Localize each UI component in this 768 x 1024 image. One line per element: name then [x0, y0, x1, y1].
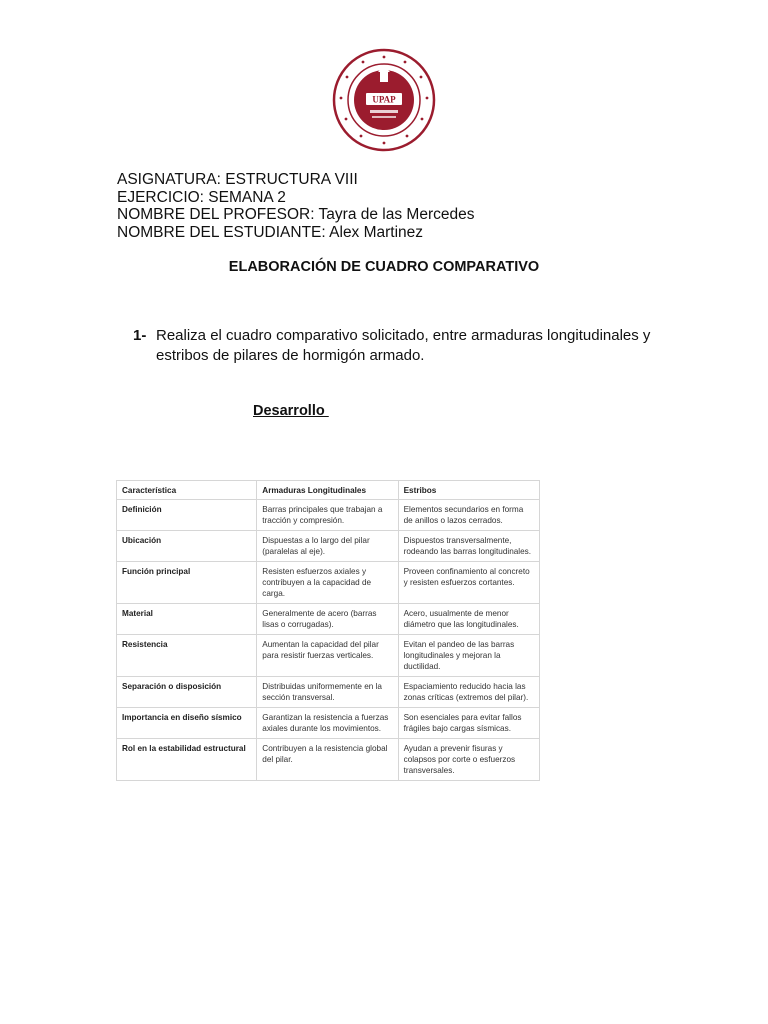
table-row [117, 677, 540, 708]
table-header-row [117, 481, 540, 500]
table-cell: Ubicación [117, 531, 257, 562]
university-seal-logo [326, 44, 442, 156]
table-cell: Resisten esfuerzos axiales y contribuyen a la capacidad de carga. [257, 562, 398, 604]
section-heading: Desarrollo [253, 403, 329, 419]
table-row [117, 739, 540, 781]
table-cell: Generalmente de acero (barras lisas o corrugadas). [257, 604, 398, 635]
table-cell: Son esenciales para evitar fallos frágiles bajo cargas sísmicas. [398, 708, 539, 739]
task-text: Realiza el cuadro comparativo solicitado, entre armaduras longitudinales y estribos de pilares de hormigón armado. [156, 327, 651, 364]
table-cell: Distribuidas uniformemente en la sección transversal. [257, 677, 398, 708]
table-row [117, 500, 540, 531]
table-cell: Garantizan la resistencia a fuerzas axiales durante los movimientos. [257, 708, 398, 739]
document-header [117, 171, 474, 242]
table-cell: Proveen confinamiento al concreto y resisten esfuerzos cortantes. [398, 562, 539, 604]
table-cell: Material [117, 604, 257, 635]
table-cell: Ayudan a prevenir fisuras y colapsos por corte o esfuerzos transversales. [398, 739, 539, 781]
document-title: ELABORACIÓN DE CUADRO COMPARATIVO [228, 259, 540, 275]
column-header: Armaduras Longitudinales [257, 481, 398, 500]
table-cell: Barras principales que trabajan a tracción y compresión. [257, 500, 398, 531]
table-cell: Contribuyen a la resistencia global del pilar. [257, 739, 398, 781]
table-cell: Aumentan la capacidad del pilar para resistir fuerzas verticales. [257, 635, 398, 677]
comparison-table [116, 480, 540, 781]
student-line: NOMBRE DEL ESTUDIANTE: Alex Martinez [117, 224, 424, 242]
table-row [117, 604, 540, 635]
task-item [133, 326, 673, 366]
table-cell: Importancia en diseño sísmico [117, 708, 257, 739]
table-cell: Espaciamiento reducido hacia las zonas críticas (extremos del pilar). [398, 677, 539, 708]
table-row [117, 531, 540, 562]
column-header: Estribos [398, 481, 539, 500]
table-cell: Separación o disposición [117, 677, 257, 708]
table-cell: Dispuestas a lo largo del pilar (paralelas al eje). [257, 531, 398, 562]
table-cell: Acero, usualmente de menor diámetro que las longitudinales. [398, 604, 539, 635]
task-number: 1- [133, 327, 147, 344]
table-cell: Rol en la estabilidad estructural [117, 739, 257, 781]
table-cell: Definición [117, 500, 257, 531]
table-row [117, 708, 540, 739]
table-cell: Resistencia [117, 635, 257, 677]
table-row [117, 635, 540, 677]
table-cell: Elementos secundarios en forma de anillos o lazos cerrados. [398, 500, 539, 531]
table-cell: Función principal [117, 562, 257, 604]
seal-icon [332, 48, 436, 152]
exercise-line: EJERCICIO: SEMANA 2 [117, 188, 286, 206]
subject-line: ASIGNATURA: ESTRUCTURA VIII [117, 171, 358, 188]
table-cell: Evitan el pandeo de las barras longitudinales y mejoran la ductilidad. [398, 635, 539, 677]
table-row [117, 562, 540, 604]
column-header: Característica [117, 481, 257, 500]
professor-line: NOMBRE DEL PROFESOR: Tayra de las Mercedes [117, 206, 475, 224]
svg-text:UPAP: UPAP [372, 94, 396, 105]
table-cell: Dispuestos transversalmente, rodeando las barras longitudinales. [398, 531, 539, 562]
